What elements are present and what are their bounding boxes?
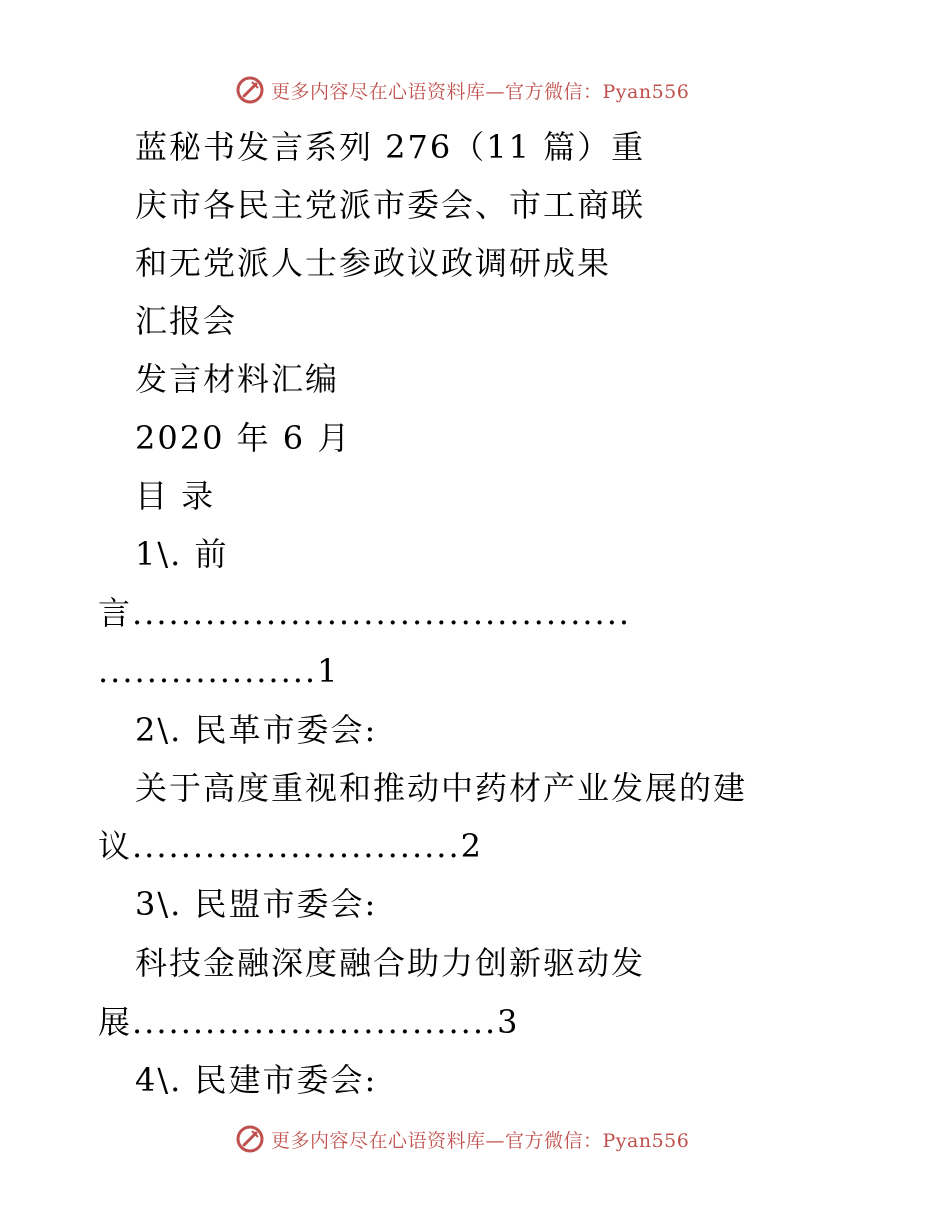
- title-line-1: 蓝秘书发言系列 276（11 篇）重: [135, 128, 646, 166]
- watermark-text: 更多内容尽在心语资料库—官方微信：Pyan556: [271, 1129, 690, 1152]
- title-line-3: 和无党派人士参政议政调研成果: [135, 244, 612, 282]
- toc-item-2-number: 2\. 民革市委会:: [135, 711, 378, 749]
- toc-item-4-number: 4\. 民建市委会:: [135, 1061, 378, 1099]
- toc-item-1-page: ..................1: [98, 652, 340, 690]
- subtitle-line: 发言材料汇编: [135, 360, 340, 398]
- toc-item-2-leader: 议...........................2: [98, 827, 484, 865]
- watermark-text: 更多内容尽在心语资料库—官方微信：Pyan556: [271, 80, 690, 103]
- title-line-2: 庆市各民主党派市委会、市工商联: [135, 186, 646, 224]
- toc-heading: 目 录: [135, 477, 216, 515]
- toc-item-1-number: 1\. 前: [135, 535, 229, 573]
- pen-logo-icon: [235, 75, 265, 105]
- toc-item-2-title: 关于高度重视和推动中药材产业发展的建: [135, 769, 748, 807]
- pen-logo-icon: [235, 1124, 265, 1154]
- header-watermark: [235, 73, 715, 107]
- toc-item-3-title: 科技金融深度融合助力创新驱动发: [135, 944, 646, 982]
- date-line: 2020 年 6 月: [135, 419, 352, 457]
- toc-item-1-leader: 言.........................................: [98, 594, 632, 632]
- footer-watermark: [235, 1122, 715, 1156]
- toc-item-3-leader: 展..............................3: [98, 1003, 520, 1041]
- title-line-4: 汇报会: [135, 302, 238, 340]
- toc-item-3-number: 3\. 民盟市委会:: [135, 885, 378, 923]
